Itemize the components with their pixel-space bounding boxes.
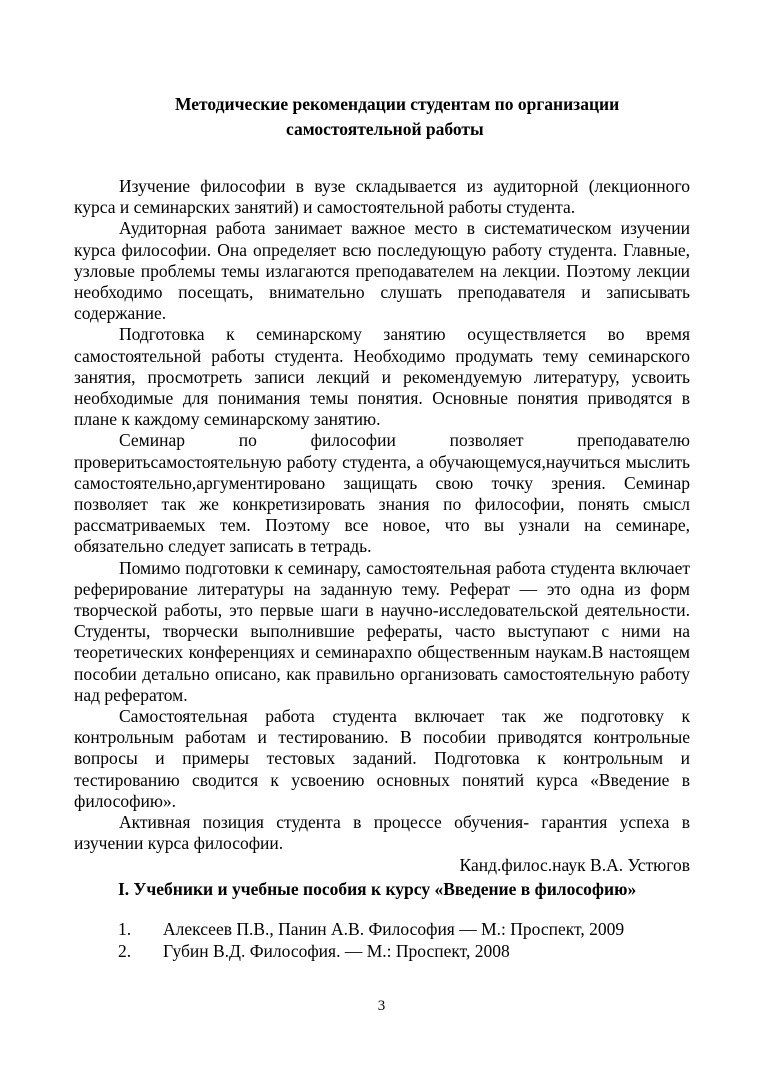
list-item	[118, 918, 624, 940]
title-line-1: Методические рекомендации студентам по организации	[175, 94, 620, 114]
author-signature: Канд.филос.наук В.А. Устюгов	[459, 854, 690, 875]
paragraph-intro: Изучение философии в вузе складывается из аудиторной (лекционного курса и семинарских занятий) и самостоятельной работы студента.	[74, 176, 690, 218]
paragraph-seminar-preparation: Подготовка к семинарскому занятию осуществляется во время самостоятельной работы студента. Необходимо продумать тему семинарского занятия, просмотреть записи лекций и рекомендуемую литературу, усвоить необходимые для понимания темы понятия. Основные понятия приводятся в плане к каждому семинарскому занятию.	[74, 324, 690, 430]
list-item	[118, 940, 624, 962]
paragraph-lectures: Аудиторная работа занимает важное место в систематическом изучении курса философии. Она определяет всю последующую работу студента. Главные, узловые проблемы темы излагаются преподавателем на лекции. Поэтому лекции необходимо посещать, внимательно слушать преподавателя и записывать содержание.	[74, 218, 690, 324]
list-item-text: Алексеев П.В., Панин А.В. Философия — М.: Проспект, 2009	[163, 919, 625, 939]
document-title	[74, 92, 734, 142]
textbook-list	[118, 918, 624, 962]
list-item-number: 1.	[118, 919, 132, 939]
paragraph-essay: Помимо подготовки к семинару, самостоятельная работа студента включает реферирование литературы на заданную тему. Реферат — это одна из форм творческой работы, это первые шаги в научно-исследовательской деятельности. Студенты, творчески выполнившие рефераты, часто выступают с ними на теоретических конференциях и семинарахпо общественным наукам.В настоящем пособии детально описано, как правильно организовать самостоятельную работу над рефератом.	[74, 557, 690, 705]
list-item-text: Губин В.Д. Философия. — М.: Проспект, 2008	[163, 941, 510, 961]
paragraph-conclusion: Активная позиция студента в процессе обучения- гарантия успеха в изучении курса философии.	[74, 812, 690, 854]
paragraph-tests: Самостоятельная работа студента включает так же подготовку к контрольным работам и тестированию. В пособии приводятся контрольные вопросы и примеры тестовых заданий. Подготовка к контрольным и тестированию сводится к усвоению основных понятий курса «Введение в философию».	[74, 706, 690, 811]
list-item-number: 2.	[118, 941, 132, 961]
section-heading-textbooks: I. Учебники и учебные пособия к курсу «Введение в философию»	[118, 879, 637, 899]
title-line-2: самостоятельной работы	[286, 119, 484, 139]
paragraph-seminar-purpose: Семинар по философии позволяет преподавателю проверитьсамостоятельную работу студента, а обучающемуся,научиться мыслить самостоятельно,аргументировано защищать свою точку зрения. Семинар позволяет так же конкретизировать знания по философии, понять смысл рассматриваемых тем. Поэтому все новое, что вы узнали на семинаре, обязательно следует записать в тетрадь.	[74, 430, 690, 557]
page-number: 3	[377, 998, 386, 1014]
document-body	[74, 176, 690, 876]
